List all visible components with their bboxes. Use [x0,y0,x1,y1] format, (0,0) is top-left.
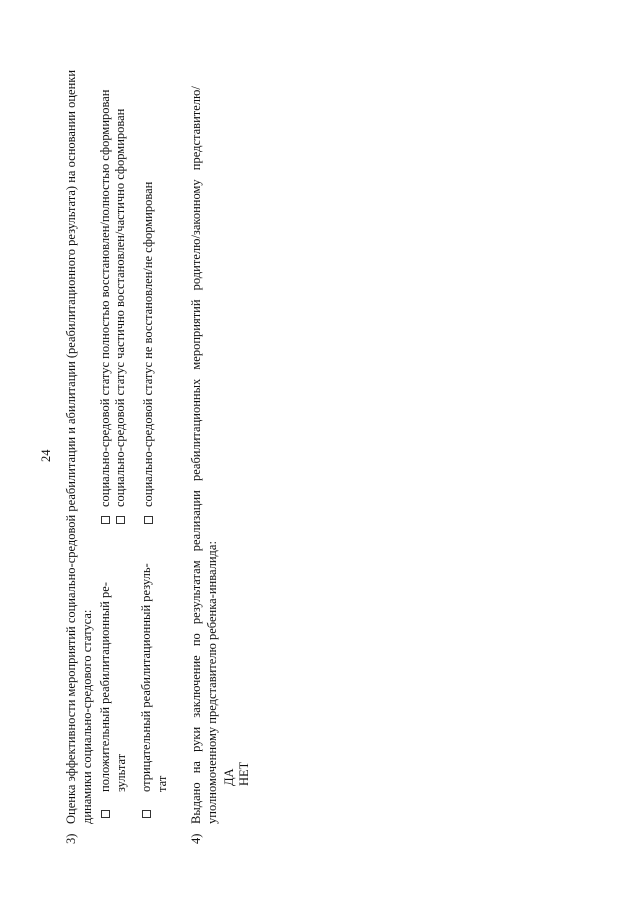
partially-restored-label: социально-средовой статус частично восстановлен/частично сформирован [113,108,127,507]
fully-restored-label: социально-средовой статус полностью восстановлен/полностью сформирован [98,89,112,507]
section3-heading-line1: Оценка эффективности мероприятий социально-средовой реабилитации и абилитации (реабилитационного результата) на основании оценки [64,69,78,824]
negative-result-label-line2: тат [155,775,169,792]
section3-number: 3) [64,833,78,844]
answer-yes[interactable]: ДА [222,768,236,786]
section4-heading-line1: Выдано на руки заключение по результатам реализации реабилитационных мероприятий родителю/законному представителю/ [189,86,203,824]
negative-result-label-line1: отрицательный реабилитационный резуль- [139,563,153,792]
page-number: 24 [39,449,53,462]
not-restored-label: социально-средовой статус не восстановлен/не сформирован [141,181,155,507]
negative-result-checkbox[interactable] [142,810,151,818]
positive-result-label-line2: зультат [114,753,128,792]
section4-heading-line2: уполномоченному представителю ребенка-инвалида: [205,541,219,824]
positive-result-checkbox[interactable] [101,810,110,818]
answer-no[interactable]: НЕТ [237,761,251,786]
section3-heading-line2: динамики социально-средового статуса: [80,609,94,824]
partially-restored-checkbox[interactable] [116,516,125,524]
not-restored-checkbox[interactable] [144,516,153,524]
positive-result-label-line1: положительный реабилитационный ре- [98,582,112,792]
fully-restored-checkbox[interactable] [101,516,110,524]
section4-number: 4) [189,833,203,844]
